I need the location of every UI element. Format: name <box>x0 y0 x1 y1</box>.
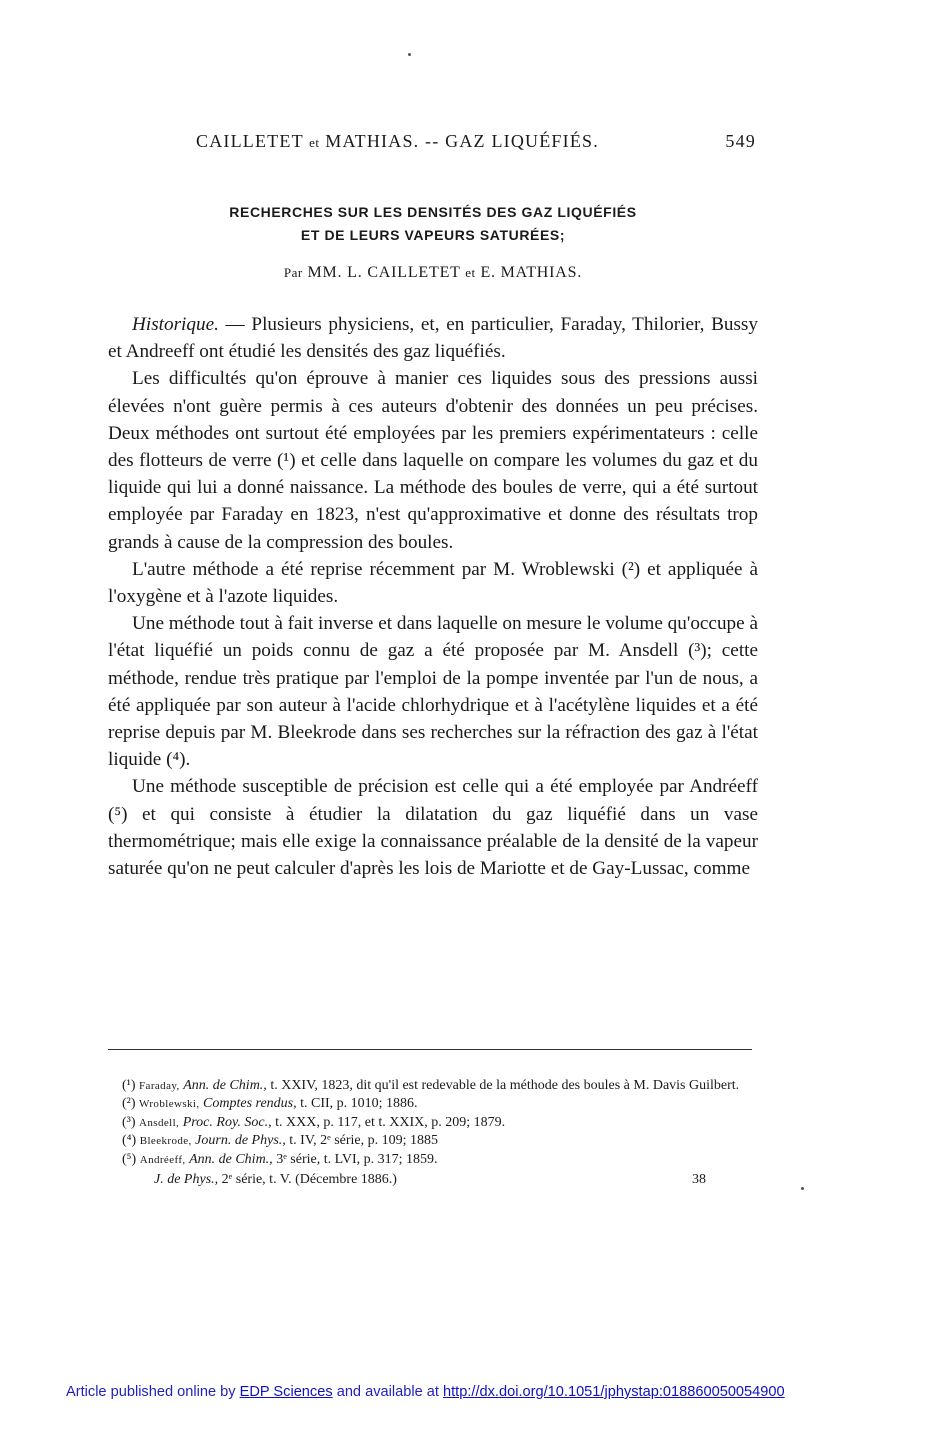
authors-et: et <box>465 265 476 280</box>
footnote <box>108 1077 758 1095</box>
footnote-journal: Ann. de Chim., <box>183 1078 267 1093</box>
running-head-et: et <box>309 135 320 150</box>
paragraph-4: Une méthode tout à fait inverse et dans laquelle on mesure le volume qu'occupe à l'état liquéfié un poids connu de gaz a été proposée par M. Ansdell (³); cette méthode, rendue très pratique par l'emploi de la pompe inventée par l'un de nous, a été appliquée par son auteur à l'acide chlorhydrique et à l'acétylène liquides et a été reprise depuis par M. Bleekrode dans ses recherches sur la réfraction des gaz à l'état liquide (⁴). <box>108 613 758 771</box>
footnote-journal: Ann. de Chim., <box>189 1151 273 1167</box>
paragraph-2: Les difficultés qu'on éprouve à manier ces liquides sous des pressions aussi élevées n'ont guère permis à ces auteurs d'obtenir des données un peu précises. Deux méthodes ont surtout été employées par les premiers expérimentateurs : celle des flotteurs de verre (¹) et celle dans laquelle on compare les volumes du gaz et du liquide qui lui a donné naissance. La méthode des boules de verre, qui a été surtout employée par Faraday en 1823, n'est qu'approximative et donne des résultats trop grands à cause de la compression des boules. <box>108 368 758 553</box>
footnote <box>108 1132 758 1150</box>
footnote-mark: (¹) <box>122 1078 136 1093</box>
publisher-link[interactable]: EDP Sciences <box>239 1384 333 1400</box>
paragraph-1-text: — Plusieurs physiciens, et, en particulier, Faraday, Thilorier, Bussy et Andreeff ont étudié les densités des gaz liquéfiés. <box>108 314 758 363</box>
authors-names-1: MM. L. CAILLETET <box>307 264 461 281</box>
running-head <box>108 131 758 155</box>
footnote-text: t. CII, p. 1010; 1886. <box>296 1096 418 1112</box>
footnote-text: t. XXX, p. 117, et t. XXIX, p. 209; 1879. <box>271 1114 506 1130</box>
page-number: 549 <box>725 131 756 151</box>
footnote <box>108 1151 758 1169</box>
article-title <box>108 201 758 247</box>
journal-issue: 2ᵉ série, t. V. (Décembre 1886.) <box>218 1172 397 1188</box>
footnote-author: Wroblewski, <box>139 1098 200 1111</box>
publisher-footer <box>66 1384 866 1402</box>
footnote-mark: (³) <box>122 1114 136 1130</box>
article-authors <box>108 264 758 282</box>
footnote-author: Andréeff, <box>139 1153 186 1166</box>
authors-par: Par <box>283 265 303 280</box>
running-head-author-1: CAILLETET <box>196 131 304 151</box>
paragraph-3: L'autre méthode a été reprise récemment par M. Wroblewski (²) et appliquée à l'oxygène et à l'azote liquides. <box>108 558 758 608</box>
journal-name: J. de Phys., <box>154 1172 219 1188</box>
footnote-mark: (⁴) <box>122 1133 137 1149</box>
footnote-text: t. IV, 2ᵉ série, p. 109; 1885 <box>285 1133 439 1149</box>
footnotes <box>108 1077 758 1191</box>
paragraph-5: Une méthode susceptible de précision est celle qui a été employée par Andréeff (⁵) et qui consiste à étudier la dilatation du gaz liquéfié dans un vase thermométrique; mais elle exige la connaissance préalable de la densité de la vapeur saturée qu'on ne peut calculer d'après les lois de Mariotte et de Gay-Lussac, comme <box>108 776 758 880</box>
footnote-author: Bleekrode, <box>139 1135 192 1148</box>
footnote-author: Ansdell, <box>139 1116 180 1129</box>
footnote-text: 3ᵉ série, t. LVI, p. 317; 1859. <box>272 1151 438 1167</box>
footnote-journal: Journ. de Phys., <box>195 1133 286 1149</box>
article-body <box>108 311 758 882</box>
section-lead-historique: Historique. <box>132 314 219 335</box>
authors-names-2: E. MATHIAS. <box>480 264 583 281</box>
footnote <box>108 1095 758 1113</box>
footnote-mark: (²) <box>122 1096 136 1112</box>
article-title-line-1: RECHERCHES SUR LES DENSITÉS DES GAZ LIQUÉFIÉS <box>229 204 637 220</box>
article-title-line-2: ET DE LEURS VAPEURS SATURÉES; <box>300 227 566 243</box>
footer-prefix: Article published online by <box>66 1384 236 1400</box>
journal-reference <box>154 1171 758 1191</box>
footnote-journal: Comptes rendus, <box>203 1096 297 1112</box>
footnote-text: t. XXIV, 1823, dit qu'il est redevable de la méthode des boules à M. Davis Guilbert. <box>266 1078 740 1093</box>
footnote-journal: Proc. Roy. Soc., <box>182 1114 272 1130</box>
paragraph-historique <box>108 311 758 365</box>
footnote-mark: (⁵) <box>122 1151 137 1167</box>
footnote <box>108 1114 758 1132</box>
signature-number: 38 <box>692 1172 706 1188</box>
doi-link[interactable]: http://dx.doi.org/10.1051/jphystap:018860050054900 <box>443 1384 785 1400</box>
scan-speck <box>801 1187 804 1190</box>
running-head-rest: MATHIAS. -- GAZ LIQUÉFIÉS. <box>325 131 599 151</box>
scan-speck <box>408 53 411 56</box>
footnote-separator <box>108 1049 752 1050</box>
running-head-title <box>196 131 599 152</box>
footnote-author: Faraday, <box>139 1080 180 1092</box>
footer-middle: and available at <box>336 1384 439 1400</box>
